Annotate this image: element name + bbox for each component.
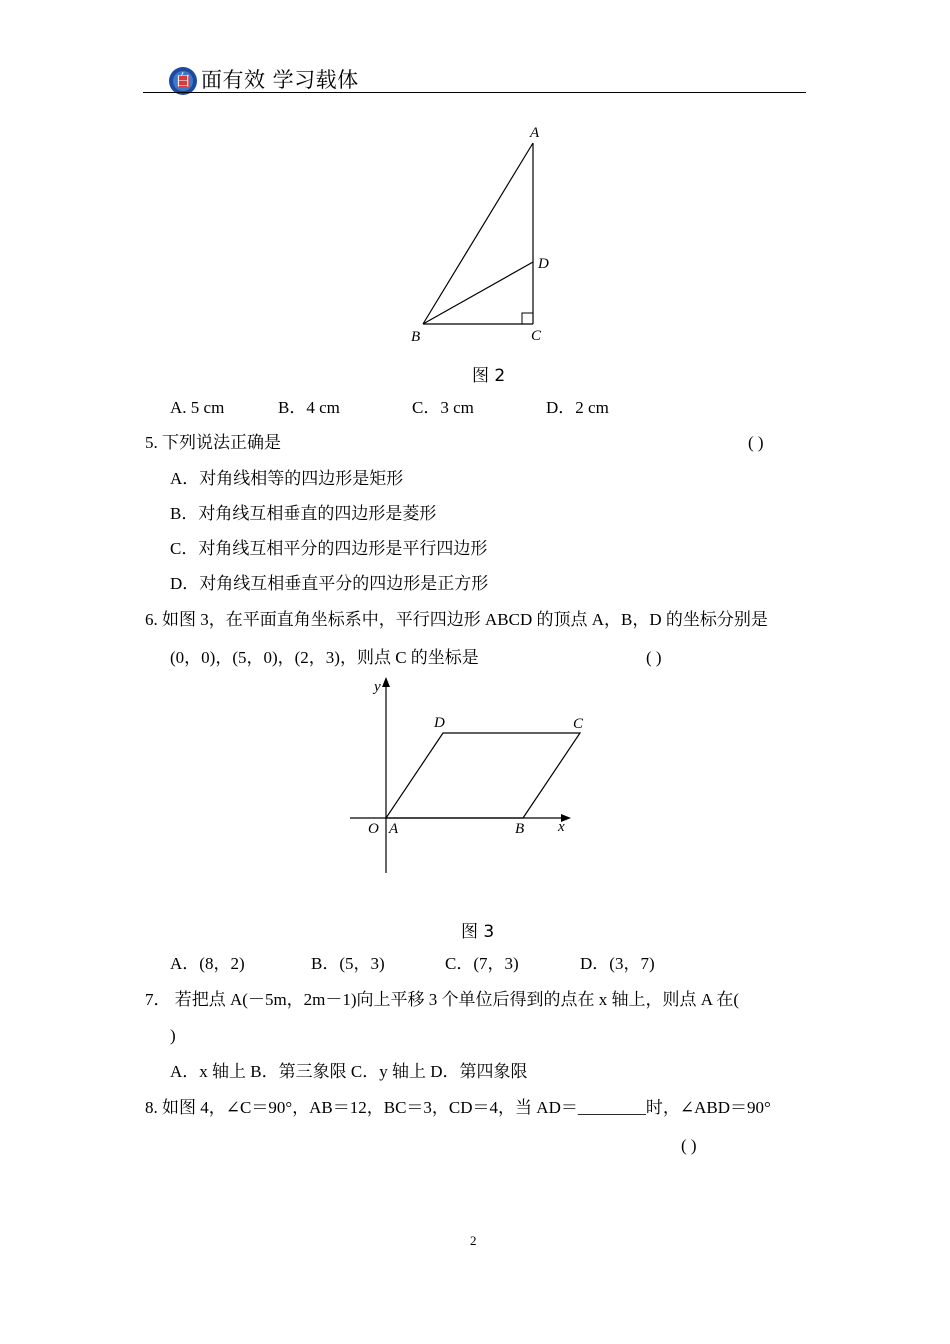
figure-3-parallelogram: [345, 675, 585, 880]
q5-option-a: A．对角线相等的四边形是矩形: [170, 469, 404, 488]
page-number: 2: [470, 1233, 477, 1248]
q6-option-a: A．(8，2): [170, 954, 245, 973]
svg-text:白: 白: [175, 71, 191, 89]
q7-options: A．x 轴上 B．第三象限 C．y 轴上 D．第四象限: [170, 1062, 528, 1081]
q5-option-d: D．对角线互相垂直平分的四边形是正方形: [170, 574, 489, 593]
q5-option-c: C．对角线互相平分的四边形是平行四边形: [170, 539, 488, 558]
fig3-label-c: C: [573, 716, 584, 732]
q6-stem-line1: 6. 如图 3，在平面直角坐标系中，平行四边形 ABCD 的顶点 A，B，D 的坐标分别是: [145, 610, 768, 629]
figure-2-triangle: [400, 118, 570, 353]
q8-answer-paren: ( ): [681, 1136, 697, 1155]
header-rule: [143, 92, 806, 93]
q6-option-c: C．(7，3): [445, 954, 519, 973]
fig3-label-d: D: [434, 715, 445, 731]
fig2-label-d: D: [538, 256, 549, 272]
q5-stem: 5. 下列说法正确是: [145, 433, 281, 452]
q4-option-d: D．2 cm: [546, 398, 609, 417]
q6-option-b: B．(5，3): [311, 954, 385, 973]
fig2-label-b: B: [411, 329, 421, 345]
fig2-label-c: C: [531, 328, 542, 344]
fig3-label-a: A: [389, 821, 399, 837]
q4-option-a: A. 5 cm: [170, 398, 225, 417]
header-title: 面有效 学习载体: [201, 68, 359, 92]
q6-stem-line2: (0，0)，(5，0)，(2，3)，则点 C 的坐标是: [170, 648, 479, 667]
q5-answer-paren: ( ): [748, 433, 764, 452]
q6-answer-paren: ( ): [646, 648, 662, 667]
q5-option-b: B．对角线互相垂直的四边形是菱形: [170, 504, 437, 523]
q7-stem-line2: ): [170, 1026, 176, 1045]
q4-option-c: C．3 cm: [412, 398, 474, 417]
figure-2-caption: 图 2: [472, 366, 506, 386]
figure-3-caption: 图 3: [461, 922, 495, 942]
q7-stem-line1: 7． 若把点 A(－5m，2m－1)向上平移 3 个单位后得到的点在 x 轴上，则点 A 在(: [145, 990, 740, 1009]
fig2-label-a: A: [530, 125, 540, 141]
fig3-label-o: O: [368, 821, 379, 837]
q8-stem: 8. 如图 4，∠C＝90°，AB＝12，BC＝3，CD＝4，当 AD＝________时，∠ABD＝90°: [145, 1098, 771, 1117]
q4-option-b: B．4 cm: [278, 398, 340, 417]
fig3-label-y: y: [374, 679, 381, 695]
fig3-label-b: B: [515, 821, 525, 837]
fig3-label-x: x: [558, 819, 565, 835]
q6-option-d: D．(3，7): [580, 954, 655, 973]
